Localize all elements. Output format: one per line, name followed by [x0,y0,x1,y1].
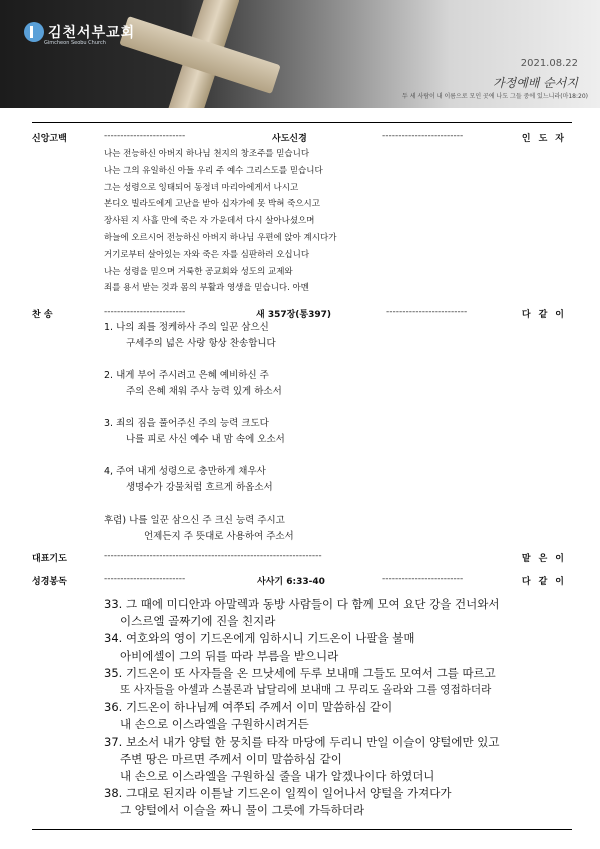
bible-line: 그 양털에서 이슬을 짜니 물이 그릇에 가득하더라 [120,803,365,818]
hymn-chorus [104,513,294,545]
hymn-verse [104,320,276,352]
dash-line: ------------------------- [104,307,186,317]
dash-line: ------------------------- [382,131,464,141]
dash-line: ------------------------------------------------------------------- [104,551,322,561]
bible-line: 내 손으로 이스라엘을 구원하시려거든 [120,717,309,732]
creed-line: 거기로부터 살아있는 자와 죽은 자를 심판하러 오십니다 [104,249,310,260]
dash-line: ------------------------- [386,307,468,317]
hymn-verse [104,368,282,400]
hymn-line: 후렴) 나를 일꾼 삼으신 주 크신 능력 주시고 [104,515,285,526]
church-logo-icon [24,22,44,42]
hymn-leader: 다같이 [521,310,572,320]
church-logo [24,22,135,42]
creed-line: 나는 성령을 믿으며 거룩한 공교회와 성도의 교제와 [104,266,293,277]
header-banner [0,0,600,108]
creed-leader: 인도자 [521,134,572,144]
page-title: 가정예배 순서지 [493,76,578,90]
bible-passage [104,596,499,820]
bible-line: 주변 땅은 마르면 주께서 이미 말씀하심 같이 [120,751,342,766]
creed-line: 그는 성령으로 잉태되어 동정녀 마리아에게서 나시고 [104,182,299,193]
reading-leader: 다같이 [521,577,572,587]
church-name: 김천서부교회 [48,25,136,41]
section-label-prayer: 대표기도 [32,554,67,564]
creed-title: 사도신경 [272,134,307,144]
dash-line: ------------------------- [104,574,186,584]
bible-line: 아비에셀이 그의 뒤를 따라 부름을 받으니라 [120,648,339,663]
section-label-reading: 성경봉독 [32,577,67,587]
dash-line: ------------------------- [104,131,186,141]
bible-line: 이스르엘 골짜기에 진을 친지라 [120,614,276,629]
hymn-line: 구세주의 넓은 사랑 항상 찬송합니다 [126,338,276,349]
hymn-line: 언제든지 주 뜻대로 사용하여 주소서 [144,531,294,542]
service-date: 2021.08.22 [520,58,578,69]
hymn-verse [104,416,285,448]
header-verse: 두 세 사람이 내 이름으로 모인 곳에 나도 그들 중에 있느니라(마18:20) [402,93,588,100]
bible-line: 38. 그대로 된지라 이튿날 기드온이 일찍이 일어나서 양털을 가져다가 [104,786,452,801]
dash-line: ------------------------- [382,574,464,584]
creed-line: 나는 그의 유일하신 아들 우리 주 예수 그리스도를 믿습니다 [104,165,323,176]
hymn-title: 새 357장(통397) [256,310,332,320]
creed-text [104,146,336,297]
bible-line: 35. 기드온이 또 사자들을 온 므낫세에 두루 보내매 그들도 모여서 그를 따르고 [104,665,496,680]
bible-line: 36. 기드온이 하나님께 여쭈되 주께서 이미 말씀하심 같이 [104,700,393,715]
bottom-divider [32,829,572,830]
section-label-creed: 신앙고백 [32,134,67,144]
hymn-line: 1. 나의 죄를 정케하사 주의 일꾼 삼으신 [104,322,269,333]
reading-title: 사사기 6:33-40 [257,577,325,587]
hymn-line: 4, 주여 내게 성령으로 충만하게 채우사 [104,466,266,477]
hymn-verse [104,464,273,496]
prayer-leader: 맡은이 [521,554,572,564]
bible-line: 내 손으로 이스라엘을 구원하실 줄을 내가 알겠나이다 하였더니 [120,769,435,784]
hymn-line: 주의 은혜 채워 주사 능력 있게 하소서 [126,386,282,397]
bible-line: 37. 보소서 내가 양털 한 뭉치를 타작 마당에 두리니 만일 이슬이 양털에만 있고 [104,734,500,749]
top-divider [32,122,572,123]
bible-line: 33. 그 때에 미디안과 아말렉과 동방 사람들이 다 함께 모여 요단 강을 건너와서 [104,597,500,611]
creed-line: 나는 전능하신 아버지 하나님 천지의 창조주를 믿습니다 [104,149,310,159]
bible-line: 34. 여호와의 영이 기드온에게 임하시니 기드온이 나팔을 불매 [104,631,415,646]
creed-line: 하늘에 오르시어 전능하신 아버지 하나님 우편에 앉아 계시다가 [104,232,337,243]
section-label-hymn: 찬 송 [32,310,53,320]
hymn-line: 2. 내게 부어 주시려고 은혜 예비하신 주 [104,370,269,381]
bible-line: 또 사자들을 아셀과 스불론과 납달리에 보내매 그 무리도 올라와 그를 영접하더라 [120,684,492,697]
hymn-line: 3. 죄의 짐을 풀어주신 주의 능력 크도다 [104,418,269,429]
hymn-line: 생명수가 강물처럼 흐르게 하옵소서 [126,482,273,493]
creed-line: 장사된 지 사흘 만에 죽은 자 가운데서 다시 살아나셨으며 [104,216,315,227]
hymn-line: 나를 피로 사신 예수 내 맘 속에 오소서 [126,434,285,445]
creed-line: 죄를 용서 받는 것과 몸의 부활과 영생을 믿습니다. 아멘 [104,283,309,294]
creed-line: 본디오 빌라도에게 고난을 받아 십자가에 못 박혀 죽으시고 [104,199,320,210]
church-subtitle: Gimcheon Seobu Church [44,40,106,46]
